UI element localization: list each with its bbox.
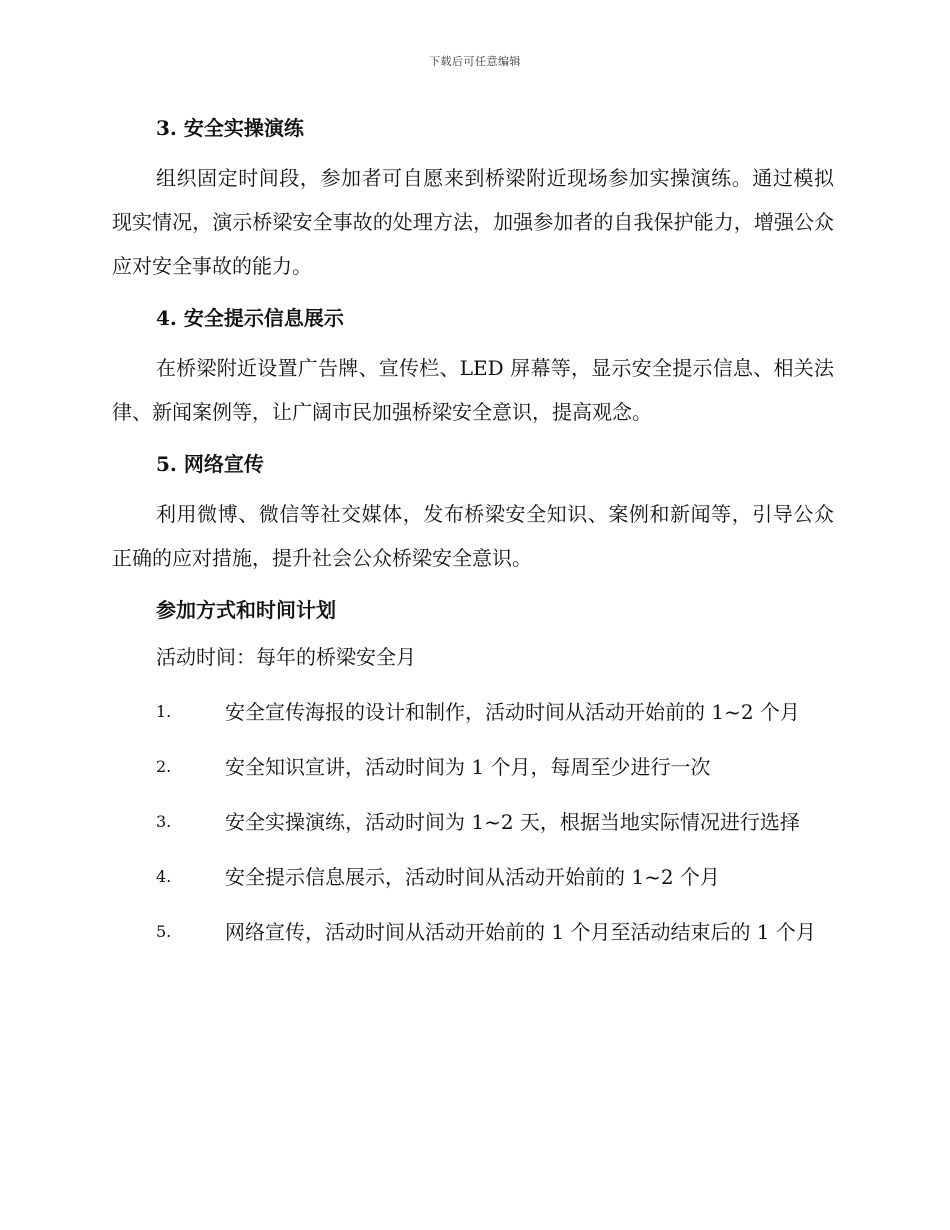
- section-paragraph: 组织固定时间段，参加者可自愿来到桥梁附近现场参加实操演练。通过模拟现实情况，演示桥梁安全事故的处理方法，加强参加者的自我保护能力，增强公众应对安全事故的能力。: [112, 166, 834, 278]
- list-item: [112, 685, 834, 740]
- schedule-time-line: 活动时间：每年的桥梁安全月: [156, 645, 416, 669]
- page-header: 下载后可任意编辑: [429, 55, 521, 68]
- list-item-text: 安全宣传海报的设计和制作，活动时间从活动开始前的 1~2 个月: [225, 700, 800, 724]
- list-item-number: 2.: [156, 757, 172, 776]
- section-paragraph: 在桥梁附近设置广告牌、宣传栏、LED 屏幕等，显示安全提示信息、相关法律、新闻案例等，让广阔市民加强桥梁安全意识，提高观念。: [112, 356, 834, 424]
- section-safety-info-display: [112, 298, 834, 444]
- section-heading: 4. 安全提示信息展示: [156, 306, 344, 330]
- section-heading: 5. 网络宣传: [156, 452, 264, 476]
- section-heading: 3. 安全实操演练: [156, 116, 304, 140]
- section-paragraph: 利用微博、微信等社交媒体，发布桥梁安全知识、案例和新闻等，引导公众正确的应对措施，提升社会公众桥梁安全意识。: [112, 502, 834, 570]
- list-item: [112, 850, 834, 905]
- list-item: [112, 905, 834, 960]
- list-item-number: 5.: [156, 922, 172, 941]
- list-item: [112, 740, 834, 795]
- section-safety-drill: [112, 108, 834, 298]
- list-item-text: 网络宣传，活动时间从活动开始前的 1 个月至活动结束后的 1 个月: [225, 920, 816, 944]
- schedule-heading: 参加方式和时间计划: [156, 598, 336, 622]
- document-body: [112, 108, 834, 960]
- list-item-number: 1.: [156, 702, 172, 721]
- list-item: [112, 795, 834, 850]
- list-item-number: 3.: [156, 812, 172, 831]
- list-item-number: 4.: [156, 867, 172, 886]
- list-item-text: 安全知识宣讲，活动时间为 1 个月，每周至少进行一次: [225, 755, 711, 779]
- list-item-text: 安全实操演练，活动时间为 1~2 天，根据当地实际情况进行选择: [225, 810, 800, 834]
- section-schedule: [112, 590, 834, 960]
- list-item-text: 安全提示信息展示，活动时间从活动开始前的 1~2 个月: [225, 865, 720, 889]
- section-online-promotion: [112, 444, 834, 590]
